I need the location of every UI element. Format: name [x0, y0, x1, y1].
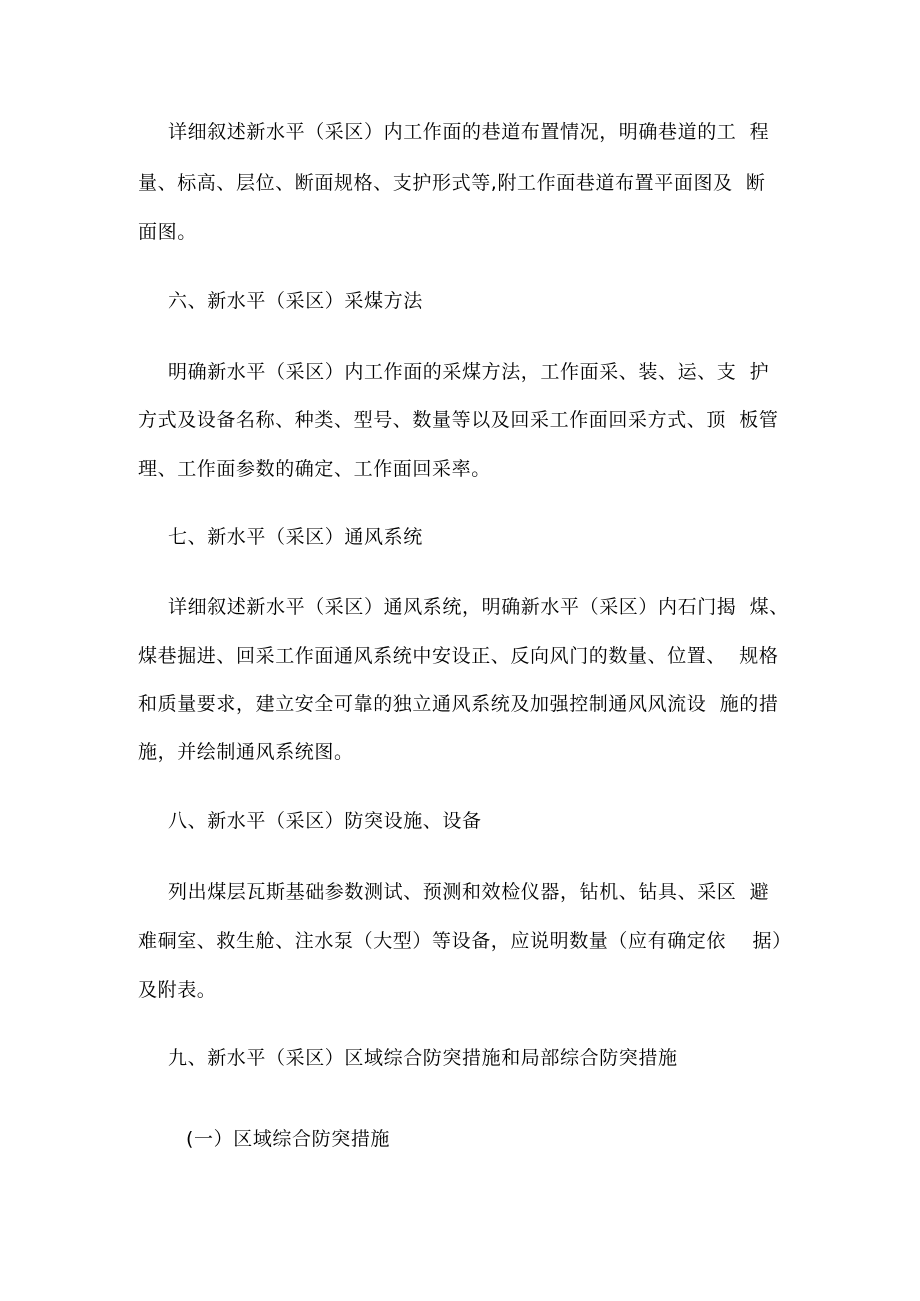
paragraph-3-line-2: 煤巷掘进、回采工作面通风系统中安设正、反向风门的数量、位置、 规格 — [138, 645, 779, 667]
paragraph-2-line-2: 方式及设备名称、种类、型号、数量等以及回采工作面回采方式、顶 板管 — [138, 409, 779, 431]
paragraph-4-line-1: 列出煤层瓦斯基础参数测试、预测和效检仪器，钻机、钻具、采区 避 — [168, 881, 770, 903]
paragraph-1-line-3: 面图。 — [138, 221, 197, 243]
section-heading-8: 八、新水平（采区）防突设施、设备 — [168, 810, 482, 832]
paragraph-1-line-2: 量、标高、层位、断面规格、支护形式等,附工作面巷道布置平面图及 断 — [138, 172, 766, 194]
paragraph-3-line-1: 详细叙述新水平（采区）通风系统，明确新水平（采区）内石门揭 煤、 — [168, 596, 789, 618]
paragraph-2-line-1: 明确新水平（采区）内工作面的采煤方法，工作面采、装、运、支 护 — [168, 361, 770, 383]
subsection-heading-1: (一）区域综合防突措施 — [186, 1128, 391, 1150]
section-heading-7: 七、新水平（采区）通风系统 — [168, 526, 423, 548]
paragraph-4-line-2: 难硐室、救生舱、注水泵（大型）等设备，应说明数量（应有确定依 据） — [138, 930, 792, 952]
section-heading-6: 六、新水平（采区）采煤方法 — [168, 290, 423, 312]
paragraph-3-line-4: 施，并绘制通风系统图。 — [138, 741, 354, 763]
paragraph-4-line-3: 及附表。 — [138, 979, 217, 1001]
section-heading-9: 九、新水平（采区）区域综合防突措施和局部综合防突措施 — [168, 1047, 678, 1069]
paragraph-2-line-3: 理、工作面参数的确定、工作面回采率。 — [138, 458, 491, 480]
paragraph-1-line-1: 详细叙述新水平（采区）内工作面的巷道布置情况，明确巷道的工 程 — [168, 121, 770, 143]
paragraph-3-line-3: 和质量要求，建立安全可靠的独立通风系统及加强控制通风风流设 施的措 — [138, 693, 779, 715]
